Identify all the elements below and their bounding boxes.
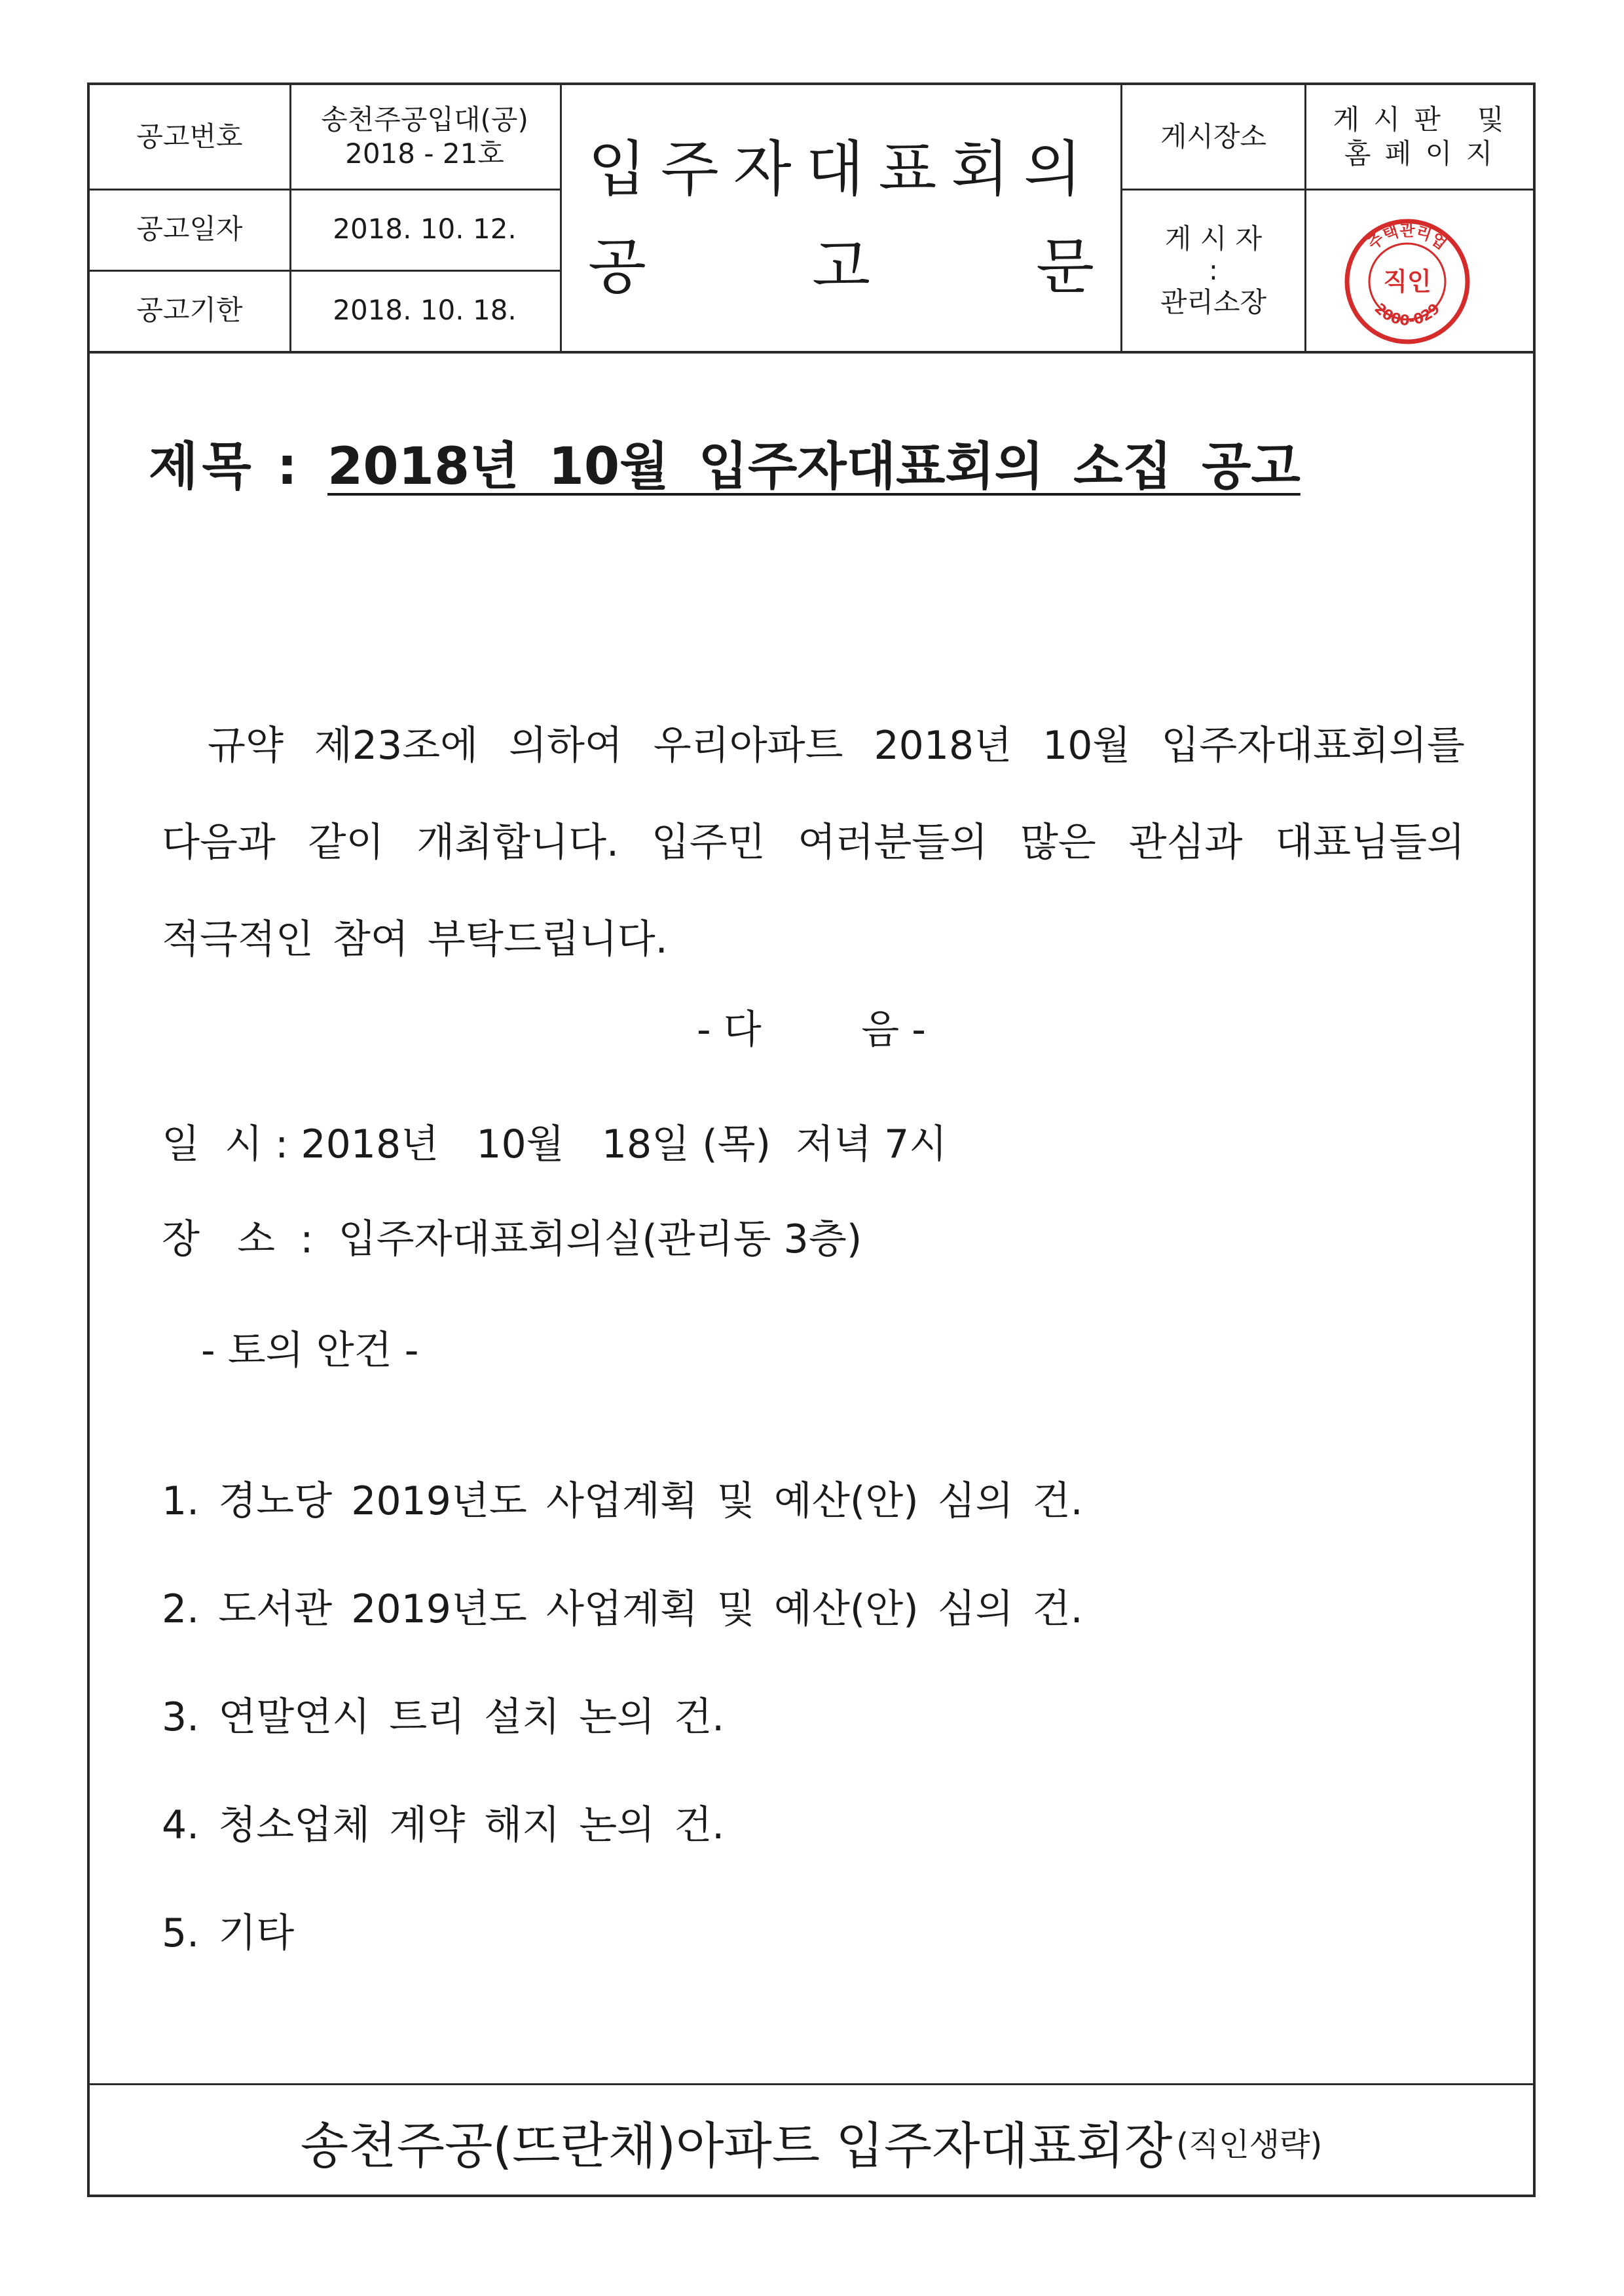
notice-period-label: 공고기한 [136, 293, 243, 326]
divider-heading: - 다 음 - [697, 1007, 926, 1053]
notice-date-label: 공고일자 [136, 212, 243, 245]
agenda-title: - 토의 안건 - [201, 1328, 419, 1374]
notice-number-line1: 송천주공입대(공) [321, 103, 528, 136]
title-char-2: 고 [812, 232, 870, 302]
agenda-item-4: 4. 청소업체 계약 해지 논의 건. [162, 1802, 725, 1848]
notice-number-line2: 2018 - 21호 [345, 137, 504, 170]
agenda-item-1: 1. 경노당 2019년도 사업계획 및 예산(안) 심의 건. [162, 1478, 1083, 1524]
title-char-3: 문 [1036, 232, 1094, 302]
meeting-datetime: 일 시 : 2018년 10월 18일 (목) 저녁 7시 [162, 1121, 948, 1167]
svg-text:주택관리업 [1364, 221, 1450, 253]
intro-line-2: 다음과 같이 개최합니다. 입주민 여러분들의 많은 관심과 대표님들의 [162, 820, 1465, 866]
notice-number-value [289, 85, 560, 189]
poster-label-line2: : [1208, 254, 1219, 287]
post-place-value [1306, 85, 1533, 189]
seal-icon [1342, 216, 1473, 347]
poster-label [1122, 191, 1304, 351]
agenda-item-5: 5. 기타 [162, 1910, 295, 1956]
notice-period-value: 2018. 10. 18. [333, 293, 517, 326]
title-char-1: 공 [588, 232, 646, 302]
subject-text: 2018년 10월 입주자대표회의 소집 공고 [327, 437, 1301, 496]
notice-page [87, 82, 1536, 2197]
post-place-label: 게시장소 [1160, 120, 1267, 153]
header-table [90, 85, 1533, 354]
agenda-item-2: 2. 도서관 2019년도 사업계획 및 예산(안) 심의 건. [162, 1586, 1083, 1632]
post-place-line2: 홈 페 이 지 [1344, 137, 1496, 170]
seal-text-top: 주택관리업 [1364, 221, 1450, 253]
poster-label-line1: 게 시 자 [1164, 223, 1263, 255]
notice-date-value: 2018. 10. 12. [333, 212, 517, 245]
document-title [562, 85, 1120, 351]
intro-line-3: 적극적인 참여 부탁드립니다. [162, 917, 668, 962]
poster-label-line3: 관리소장 [1160, 285, 1267, 318]
svg-text:2000-029 [1371, 301, 1444, 329]
seal-text-bottom: 2000-029 [1371, 301, 1444, 329]
agenda-item-3: 3. 연말연시 트리 설치 논의 건. [162, 1694, 725, 1740]
subject-label: 제목 : [149, 437, 302, 496]
meeting-place: 장 소 : 입주자대표회의실(관리동 3층) [162, 1216, 862, 1262]
post-place-line1: 게 시 판 및 [1333, 103, 1507, 136]
notice-number-label: 공고번호 [136, 120, 243, 153]
seal-text-center: 직인 [1383, 267, 1431, 296]
subject-line [149, 426, 1301, 499]
footer-signature [90, 2085, 1533, 2198]
intro-line-1: 규약 제23조에 의하여 우리아파트 2018년 10월 입주자대표회의를 [208, 723, 1465, 769]
footer-signer: 송천주공(뜨란채)아파트 입주자대표회장 [300, 2116, 1173, 2175]
title-line2 [562, 229, 1120, 304]
title-line1: 입주자대표회의 [588, 134, 1097, 204]
footer-seal-omitted: (직인생략) [1176, 2126, 1323, 2163]
official-seal-stamp [1342, 216, 1473, 347]
